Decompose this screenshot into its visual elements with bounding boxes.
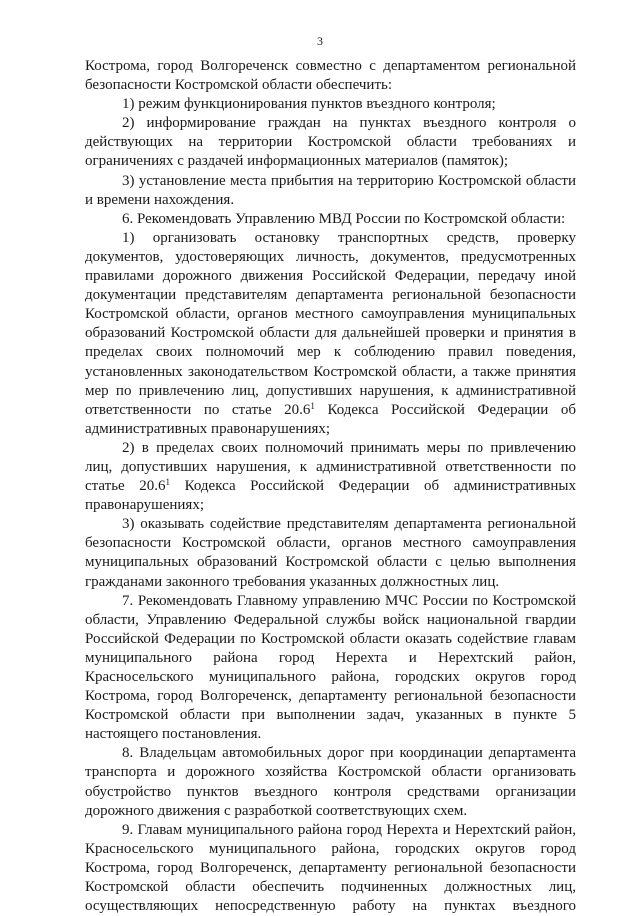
footnote-superscript: 1 (310, 400, 315, 411)
paragraph-text: Кострома, город Волгореченск совместно с департаментом региональной безопасности Костромской области обеспечить: (85, 58, 576, 94)
paragraph-text: 8. Владельцам автомобильных дорог при координации департамента транспорта и дорожного хозяйства Костромской области организовать обустройство пунктов въездного контроля средствами организации дорожного движения с разработкой соответствующих схем. (85, 745, 576, 819)
paragraph-text: Кодекса Российской Федерации об административных правонарушениях; (85, 478, 576, 514)
document-body (85, 57, 576, 916)
paragraph-clause-6-item-3 (85, 515, 576, 591)
page-number: 3 (317, 34, 323, 48)
paragraph-text: 9. Главам муниципального района город Нерехта и Нерехтский район, Красносельского муниципального района, городских округов город Кострома, город Волгореченск, департаменту региональной безопасности Костромской области обеспечить подчиненных должностных лиц, осуществляющих непосредственную работу на пунктах въездного (85, 821, 576, 915)
paragraph-item-3 (85, 172, 576, 210)
paragraph-clause-6-item-1 (85, 229, 576, 439)
paragraph-continuation (85, 57, 576, 95)
paragraph-clause-6-item-2 (85, 439, 576, 515)
footnote-superscript: 1 (165, 477, 171, 488)
paragraph-item-2 (85, 114, 576, 171)
paragraph-clause-8 (85, 744, 576, 820)
paragraph-clause-7 (85, 592, 576, 745)
paragraph-text: Кодекса Российской Федерации об административных правонарушениях; (85, 401, 576, 437)
paragraph-text: 2) в пределах своих полномочий принимать меры по привлечению лиц, допустивших нарушения, к административной ответственности по статье 20.6 (85, 439, 576, 495)
paragraph-item-1 (85, 95, 576, 114)
paragraph-text: 3) установление места прибытия на территорию Костромской области и времени нахождения. (85, 172, 576, 208)
paragraph-clause-9 (85, 821, 576, 916)
paragraph-text: 1) режим функционирования пунктов въездного контроля; (122, 96, 496, 113)
paragraph-text: 3) оказывать содействие представителям департамента региональной безопасности Костромской области, органов местного самоуправления муниципальных образований Костромской области с целью выполнения гражданами законного требования указанных должностных лиц. (85, 516, 576, 590)
paragraph-text: 7. Рекомендовать Главному управлению МЧС России по Костромской области, Управлению Федеральной службы войск национальной гвардии Российской Федерации по Костромской области оказать содействие главам муниципального района город Нерехта и Нерехтский район, Красносельского муниципального района, городских округов город Кострома, город Волгореченск, департаменту региональной безопасности Костромской области при выполнении задач, указанных в пункте 5 настоящего постановления. (85, 592, 576, 743)
paragraph-clause-6 (85, 210, 576, 229)
paragraph-text: 6. Рекомендовать Управлению МВД России по Костромской области: (122, 210, 566, 227)
paragraph-text: 2) информирование граждан на пунктах въездного контроля о действующих на территории Костромской области требованиях и ограничениях с раздачей информационных материалов (памяток); (85, 115, 576, 170)
paragraph-text: 1) организовать остановку транспортных средств, проверку документов, удостоверяющих личность, документов, предусмотренных правилами дорожного движения Российской Федерации, передачу иной документации представителям департамента региональной безопасности Костромской области, органов местного самоуправления муниципальных образований Костромской области для дальнейшей проверки и принятия в пределах своих полномочий мер к соблюдению правил поведения, установленных законодательством Костромской области, а также принятия мер по привлечению лиц, допустивших нарушения, к административной ответственности по статье 20.6 (85, 229, 576, 418)
